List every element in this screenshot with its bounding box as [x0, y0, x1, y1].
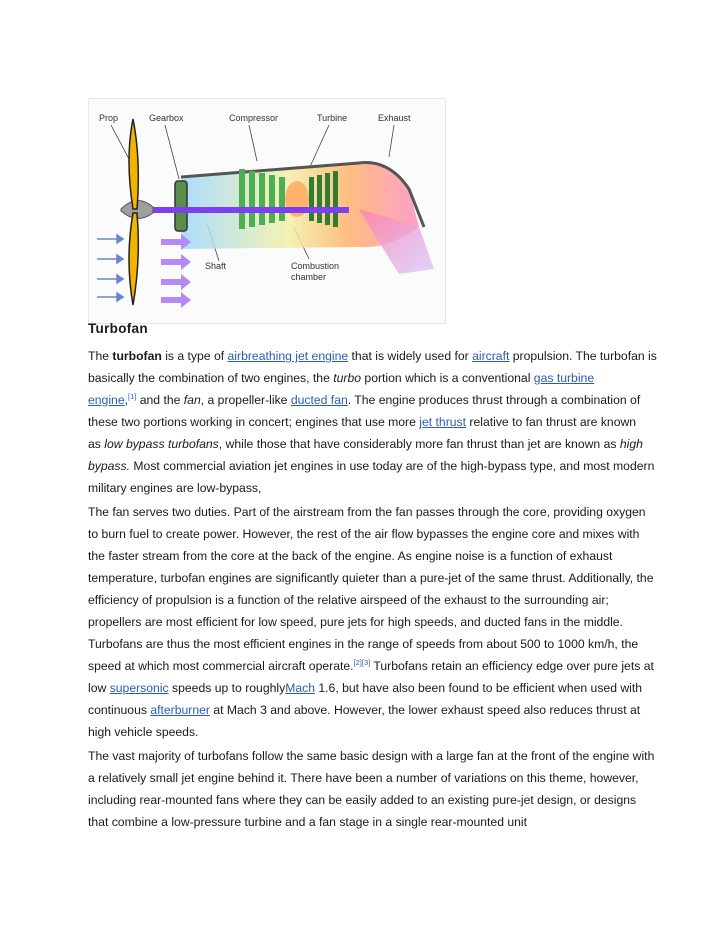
p1-l1-c: is a type of	[161, 349, 228, 363]
link-gas-turbine[interactable]: gas turbine	[533, 371, 595, 385]
p3-line-4: that combine a low-pressure turbine and a fan stage in a single rear-mounted unit	[88, 815, 528, 829]
p2-line-9	[88, 677, 648, 699]
p3-line-3: including rear-mounted fans where they can be easily added to an existing pure-jet design, or designs	[88, 793, 637, 807]
p1-l5-c: , while those that have considerably more fan thrust than jet are known as	[218, 437, 620, 451]
p2-l8-c: Turbofans retain an efficiency edge over pure jets at	[370, 659, 654, 673]
p1-l3-f: , a propeller-like	[200, 393, 291, 407]
link-mach[interactable]: Mach	[285, 681, 315, 695]
p2-l8-a: speed at which most commercial aircraft operate.	[88, 659, 354, 673]
label-exhaust: Exhaust	[378, 113, 411, 123]
p2-line-2: to burn fuel to create power. However, the rest of the air flow bypasses the engine core and mixes with	[88, 527, 640, 541]
link-supersonic[interactable]: supersonic	[109, 681, 169, 695]
p1-l6-b: Most commercial aviation jet engines in use today are of the high-bypass type, and most modern	[130, 459, 655, 473]
label-gearbox: Gearbox	[149, 113, 184, 123]
engine-diagram	[88, 98, 446, 324]
low-bypass-term: low bypass turbofans	[104, 437, 219, 451]
p1-l3-h: . The engine produces thrust through a combination of	[347, 393, 641, 407]
link-aircraft[interactable]: aircraft	[472, 349, 510, 363]
p1-l1-g: propulsion. The turbofan is	[509, 349, 657, 363]
p2-l9-e: 1.6, but have also been found to be efficient when used with	[315, 681, 643, 695]
paragraph-2	[88, 501, 654, 743]
p1-l2-a: basically the combination of two engines, the	[88, 371, 334, 385]
p2-line-1: The fan serves two duties. Part of the airstream from the fan passes through the core, providing oxygen	[88, 505, 646, 519]
link-afterburner[interactable]: afterburner	[150, 703, 210, 717]
p3-line-1: The vast majority of turbofans follow the same basic design with a large fan at the front of the engine with	[88, 749, 655, 763]
fan-term: fan	[183, 393, 201, 407]
outer-arrows	[97, 235, 123, 301]
p1-line-3	[88, 389, 648, 411]
p1-l3-d: and the	[136, 393, 184, 407]
p3-line-2: a relatively small jet engine behind it. There have been a number of variations on this theme, however,	[88, 771, 639, 785]
p2-l9-a: low	[88, 681, 110, 695]
p2-l9-c: speeds up to roughly	[168, 681, 286, 695]
citation-1[interactable]: [1]	[128, 392, 137, 401]
link-engine[interactable]: engine	[88, 393, 125, 407]
p2-line-5: efficiency of propulsion is a function of the relative airspeed of the exhaust to the surrounding air;	[88, 593, 609, 607]
p1-l2-c: portion which is a conventional	[361, 371, 534, 385]
link-ducted-fan[interactable]: ducted fan	[290, 393, 348, 407]
link-airbreathing-jet-engine[interactable]: airbreathing jet engine	[227, 349, 349, 363]
p2-line-4: temperature, turbofan engines are significantly quieter than a pure-jet of the same thrust. Additionally, the	[88, 571, 654, 585]
p1-line-6	[88, 455, 655, 477]
engine-diagram-svg	[89, 99, 445, 323]
p2-line-8	[88, 655, 654, 677]
p1-l4-a: these two portions working in concert; engines that use more	[88, 415, 420, 429]
airflow-arrows	[161, 234, 191, 308]
p1-line-5	[88, 433, 648, 455]
turbo-term: turbo	[333, 371, 362, 385]
label-turbine: Turbine	[317, 113, 348, 123]
citation-2-3[interactable]: [2][3]	[353, 658, 371, 667]
p1-l1-a: The	[88, 349, 113, 363]
label-shaft: Shaft	[205, 261, 227, 271]
p1-line-1	[88, 345, 657, 367]
link-jet-thrust[interactable]: jet thrust	[419, 415, 467, 429]
p2-line-10	[88, 699, 648, 721]
bypass-term: bypass.	[88, 459, 131, 473]
label-combustion: Combustion	[291, 261, 340, 271]
p2-line-11: high vehicle speeds.	[88, 725, 199, 739]
label-chamber: chamber	[291, 272, 327, 282]
p1-line-4	[88, 411, 648, 433]
paragraph-3	[88, 745, 655, 833]
label-prop: Prop	[99, 113, 119, 123]
p1-line-7: military engines are low-bypass,	[88, 481, 262, 495]
p1-line-2	[88, 367, 648, 389]
turbofan-term: turbofan	[112, 349, 162, 363]
paragraph-1	[88, 345, 657, 499]
p1-l4-c: relative to fan thrust are known	[466, 415, 637, 429]
section-heading: Turbofan	[88, 321, 148, 336]
p1-l5-a: as	[88, 437, 105, 451]
p2-l10-c: at Mach 3 and above. However, the lower exhaust speed also reduces thrust at	[209, 703, 641, 717]
high-term: high	[619, 437, 643, 451]
p1-l3-b: ,	[124, 393, 128, 407]
p2-line-3: the faster stream from the core at the back of the engine. As engine noise is a function of exhaust	[88, 549, 613, 563]
p2-line-6: propellers are most efficient for low speed, pure jets for high speeds, and ducted fans in the middle.	[88, 615, 623, 629]
p2-l10-a: continuous	[88, 703, 151, 717]
p2-line-7: Turbofans are thus the most efficient engines in the range of speeds from about 500 to 1000 km/h, the	[88, 637, 639, 651]
label-compressor: Compressor	[229, 113, 279, 123]
p1-l1-e: that is widely used for	[348, 349, 473, 363]
